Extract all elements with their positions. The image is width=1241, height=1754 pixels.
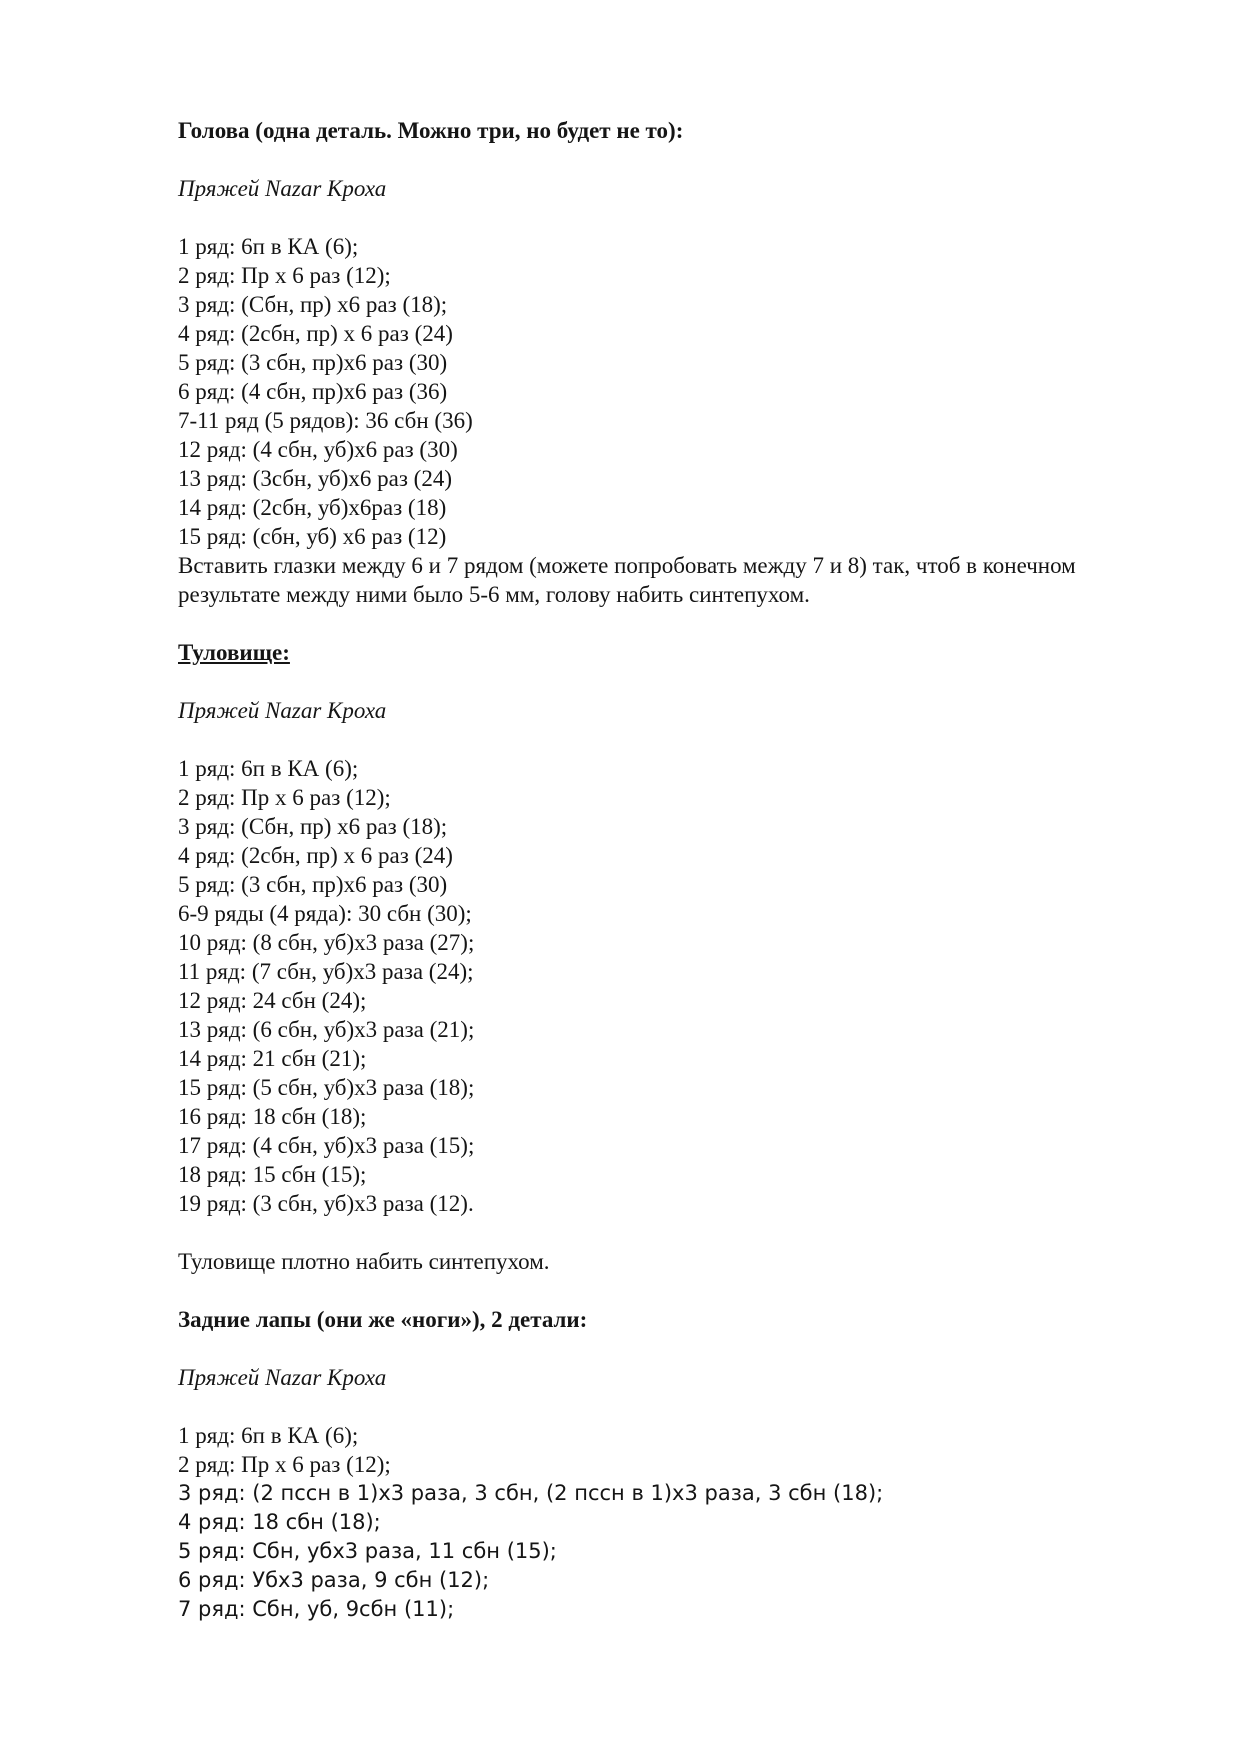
row-item: 7-11 ряд (5 рядов): 36 сбн (36) xyxy=(178,408,473,433)
instruction-note: Туловище плотно набить синтепухом. xyxy=(178,1249,550,1274)
row-item: 13 ряд: (3сбн, уб)х6 раз (24) xyxy=(178,466,453,491)
row-item: 13 ряд: (6 сбн, уб)х3 раза (21); xyxy=(178,1017,475,1042)
row-list xyxy=(178,232,1138,551)
row-item: 15 ряд: (сбн, уб) х6 раз (12) xyxy=(178,524,447,549)
spacer xyxy=(178,1276,1138,1305)
row-item: 14 ряд: 21 сбн (21); xyxy=(178,1046,367,1071)
section-head xyxy=(178,116,1138,609)
row-item: 2 ряд: Пр х 6 раз (12); xyxy=(178,1452,391,1477)
row-item: 14 ряд: (2сбн, уб)х6раз (18) xyxy=(178,495,447,520)
row-item: 3 ряд: (2 пссн в 1)х3 раза, 3 сбн, (2 пссн в 1)х3 раза, 3 сбн (18); xyxy=(178,1481,884,1505)
row-item: 1 ряд: 6п в КА (6); xyxy=(178,1423,359,1448)
spacer xyxy=(178,1392,1138,1421)
row-item: 12 ряд: (4 сбн, уб)х6 раз (30) xyxy=(178,437,458,462)
row-list xyxy=(178,1421,1138,1479)
row-item: 4 ряд: 18 сбн (18); xyxy=(178,1510,381,1534)
yarn-note: Пряжей Nazar Кроха xyxy=(178,698,387,723)
yarn-note: Пряжей Nazar Кроха xyxy=(178,1365,387,1390)
row-item: 4 ряд: (2сбн, пр) х 6 раз (24) xyxy=(178,321,453,346)
row-item: 5 ряд: (3 сбн, пр)х6 раз (30) xyxy=(178,350,448,375)
row-item: 16 ряд: 18 сбн (18); xyxy=(178,1104,367,1129)
row-item: 2 ряд: Пр х 6 раз (12); xyxy=(178,263,391,288)
instruction-note: Вставить глазки между 6 и 7 рядом (можете попробовать между 7 и 8) так, чтоб в конечном результате между ними было 5-6 мм, голову набить синтепухом. xyxy=(178,553,1076,607)
row-item: 5 ряд: (3 сбн, пр)х6 раз (30) xyxy=(178,872,448,897)
row-list xyxy=(178,1479,1138,1624)
row-item: 7 ряд: Сбн, уб, 9сбн (11); xyxy=(178,1597,455,1621)
row-item: 5 ряд: Сбн, убх3 раза, 11 сбн (15); xyxy=(178,1539,557,1563)
row-item: 3 ряд: (Сбн, пр) х6 раз (18); xyxy=(178,814,448,839)
row-item: 1 ряд: 6п в КА (6); xyxy=(178,234,359,259)
section-body xyxy=(178,638,1138,1276)
row-item: 6 ряд: (4 сбн, пр)х6 раз (36) xyxy=(178,379,448,404)
row-item: 2 ряд: Пр х 6 раз (12); xyxy=(178,785,391,810)
spacer xyxy=(178,1334,1138,1363)
document-page xyxy=(178,116,1138,1624)
row-item: 12 ряд: 24 сбн (24); xyxy=(178,988,367,1013)
row-item: 18 ряд: 15 сбн (15); xyxy=(178,1162,367,1187)
spacer xyxy=(178,725,1138,754)
spacer xyxy=(178,145,1138,174)
row-list xyxy=(178,754,1138,1218)
spacer xyxy=(178,667,1138,696)
spacer xyxy=(178,1218,1138,1247)
yarn-note: Пряжей Nazar Кроха xyxy=(178,176,387,201)
section-hind-legs xyxy=(178,1305,1138,1624)
row-item: 6-9 ряды (4 ряда): 30 сбн (30); xyxy=(178,901,472,926)
row-item: 19 ряд: (3 сбн, уб)х3 раза (12). xyxy=(178,1191,474,1216)
row-item: 4 ряд: (2сбн, пр) х 6 раз (24) xyxy=(178,843,453,868)
row-item: 17 ряд: (4 сбн, уб)х3 раза (15); xyxy=(178,1133,475,1158)
spacer xyxy=(178,609,1138,638)
row-item: 6 ряд: Убх3 раза, 9 сбн (12); xyxy=(178,1568,490,1592)
spacer xyxy=(178,203,1138,232)
section-heading: Голова (одна деталь. Можно три, но будет не то): xyxy=(178,118,684,143)
row-item: 15 ряд: (5 сбн, уб)х3 раза (18); xyxy=(178,1075,475,1100)
section-heading: Задние лапы (они же «ноги»), 2 детали: xyxy=(178,1307,588,1332)
row-item: 11 ряд: (7 сбн, уб)х3 раза (24); xyxy=(178,959,474,984)
row-item: 3 ряд: (Сбн, пр) х6 раз (18); xyxy=(178,292,448,317)
row-item: 1 ряд: 6п в КА (6); xyxy=(178,756,359,781)
row-item: 10 ряд: (8 сбн, уб)х3 раза (27); xyxy=(178,930,475,955)
section-heading: Туловище: xyxy=(178,640,290,665)
